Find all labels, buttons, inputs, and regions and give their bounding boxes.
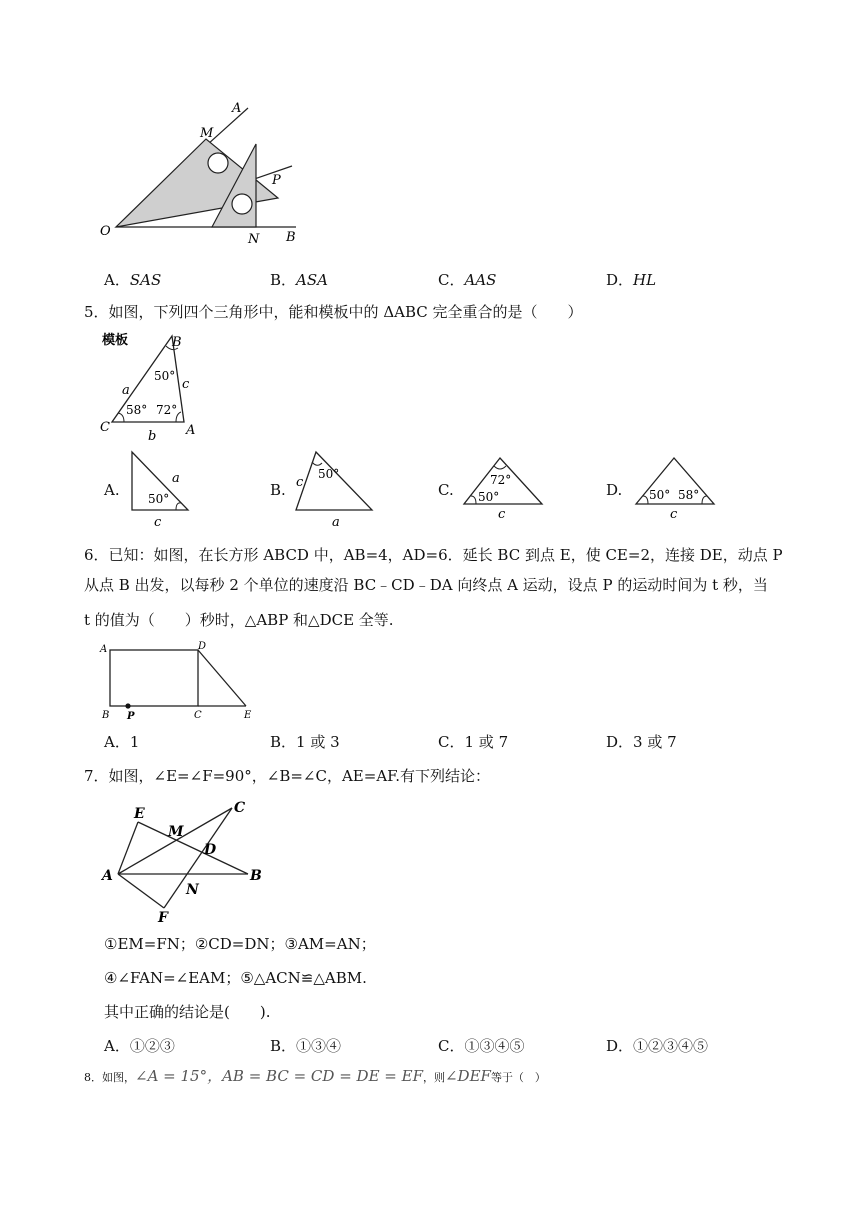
q6-label-C: C	[194, 710, 202, 720]
q5-option-d-letter[interactable]: D.	[606, 481, 623, 499]
q4-option-b[interactable]: B．ASA	[270, 271, 328, 289]
q5-template-angle-B: 50°	[154, 369, 176, 383]
q5-c-angle1: 72°	[490, 473, 512, 487]
q4-option-d[interactable]: D．HL	[606, 271, 657, 289]
q6-label-B: B	[102, 710, 110, 720]
q5-b-side1: c	[296, 475, 304, 490]
q4-label-P: P	[272, 173, 281, 188]
q5-a-side1: a	[172, 471, 180, 486]
q4-label-O: O	[100, 224, 111, 239]
q5-template-A: A	[186, 423, 196, 438]
q4-option-c[interactable]: C．AAS	[438, 271, 497, 289]
q6-option-b[interactable]: B．1 或 3	[270, 733, 340, 751]
q6-label-E: E	[244, 710, 252, 720]
q7-label-M: M	[168, 824, 184, 840]
q7-label-C: C	[234, 800, 246, 816]
q6-option-d[interactable]: D．3 或 7	[606, 733, 677, 751]
q5-template-c: c	[182, 377, 190, 392]
q5-option-a-figure[interactable]	[124, 446, 204, 528]
q8-suffix: 等于（ ）	[490, 1071, 546, 1084]
q7-label-B: B	[250, 868, 262, 884]
q8-mid: ，则	[422, 1071, 445, 1084]
q8-formula2: ∠DEF	[444, 1067, 491, 1085]
q7-option-b[interactable]: B．①③④	[270, 1037, 342, 1055]
q6-label-D: D	[198, 641, 207, 652]
q5-option-c-figure[interactable]	[460, 452, 550, 522]
q7-label-N: N	[186, 882, 199, 898]
q5-c-side: c	[498, 507, 506, 522]
q5-option-b-figure[interactable]	[292, 446, 382, 528]
q5-template-angle-C: 58°	[126, 403, 148, 417]
q6-option-c[interactable]: C．1 或 7	[438, 733, 509, 751]
q7-conclusions-2: ④∠FAN=∠EAM；⑤△ACN≌△ABM.	[104, 969, 367, 987]
q7-figure	[96, 796, 276, 926]
q7-option-c[interactable]: C．①③④⑤	[438, 1037, 525, 1055]
q5-template-B: B	[172, 335, 182, 350]
q5-template-angle-A: 72°	[156, 403, 178, 417]
q8-prefix: 8．如图，	[84, 1071, 135, 1084]
q5-d-angle1: 50°	[649, 488, 671, 502]
q7-label-A: A	[102, 868, 113, 884]
q5-a-side2: c	[154, 515, 162, 528]
q7-prompt: 其中正确的结论是( ).	[104, 1003, 271, 1021]
q7-label-F: F	[158, 910, 168, 926]
q4-option-a[interactable]: A．SAS	[104, 271, 162, 289]
q4-figure	[96, 96, 316, 254]
q7-option-a[interactable]: A．①②③	[104, 1037, 175, 1055]
q5-option-a-letter[interactable]: A.	[104, 481, 120, 499]
q4-label-B: B	[286, 230, 296, 245]
q7-label-D: D	[204, 842, 217, 858]
q5-template-C: C	[100, 420, 110, 435]
q8-stem	[84, 1066, 546, 1088]
q6-label-A: A	[100, 644, 108, 655]
q5-d-side: c	[670, 507, 678, 522]
q5-stem: 5．如图，下列四个三角形中，能和模板中的 ΔABC 完全重合的是（ ）	[84, 303, 583, 321]
q6-figure	[98, 640, 268, 720]
q7-option-d[interactable]: D．①②③④⑤	[606, 1037, 709, 1055]
q7-stem: 7．如图，∠E=∠F=90°，∠B=∠C，AE=AF.有下列结论：	[84, 767, 490, 785]
q5-template-b: b	[148, 429, 157, 444]
q6-stem-line3: t 的值为（ ）秒时，△ABP 和△DCE 全等.	[84, 611, 394, 629]
q5-b-side2: a	[332, 515, 340, 528]
q4-label-N: N	[248, 232, 260, 247]
q6-stem-line1: 6．已知：如图，在长方形 ABCD 中，AB=4，AD=6．延长 BC 到点 E，使 CE=2，连接 DE，动点 P	[84, 546, 783, 564]
q5-a-angle: 50°	[148, 492, 170, 506]
q6-option-a[interactable]: A．1	[104, 733, 140, 751]
q4-label-A: A	[232, 101, 242, 116]
q5-template-figure	[96, 328, 206, 448]
q5-template-title: 模板	[102, 333, 129, 348]
q4-label-M: M	[200, 126, 214, 141]
q5-option-c-letter[interactable]: C.	[438, 481, 454, 499]
q6-label-P: P	[127, 711, 135, 720]
q8-formula: ∠A = 15°，AB = BC = CD = DE = EF	[135, 1067, 423, 1085]
q5-option-b-letter[interactable]: B.	[270, 481, 286, 499]
q5-d-angle2: 58°	[678, 488, 700, 502]
q7-label-E: E	[134, 806, 145, 822]
q5-c-angle2: 50°	[478, 490, 500, 504]
q7-conclusions-1: ①EM=FN；②CD=DN；③AM=AN；	[104, 935, 376, 953]
q6-stem-line2: 从点 B 出发，以每秒 2 个单位的速度沿 BC﹣CD﹣DA 向终点 A 运动，设点 P 的运动时间为 t 秒，当	[84, 576, 768, 594]
q5-b-angle: 50°	[318, 467, 340, 481]
q5-template-a: a	[122, 383, 130, 398]
q5-option-d-figure[interactable]	[632, 452, 722, 522]
